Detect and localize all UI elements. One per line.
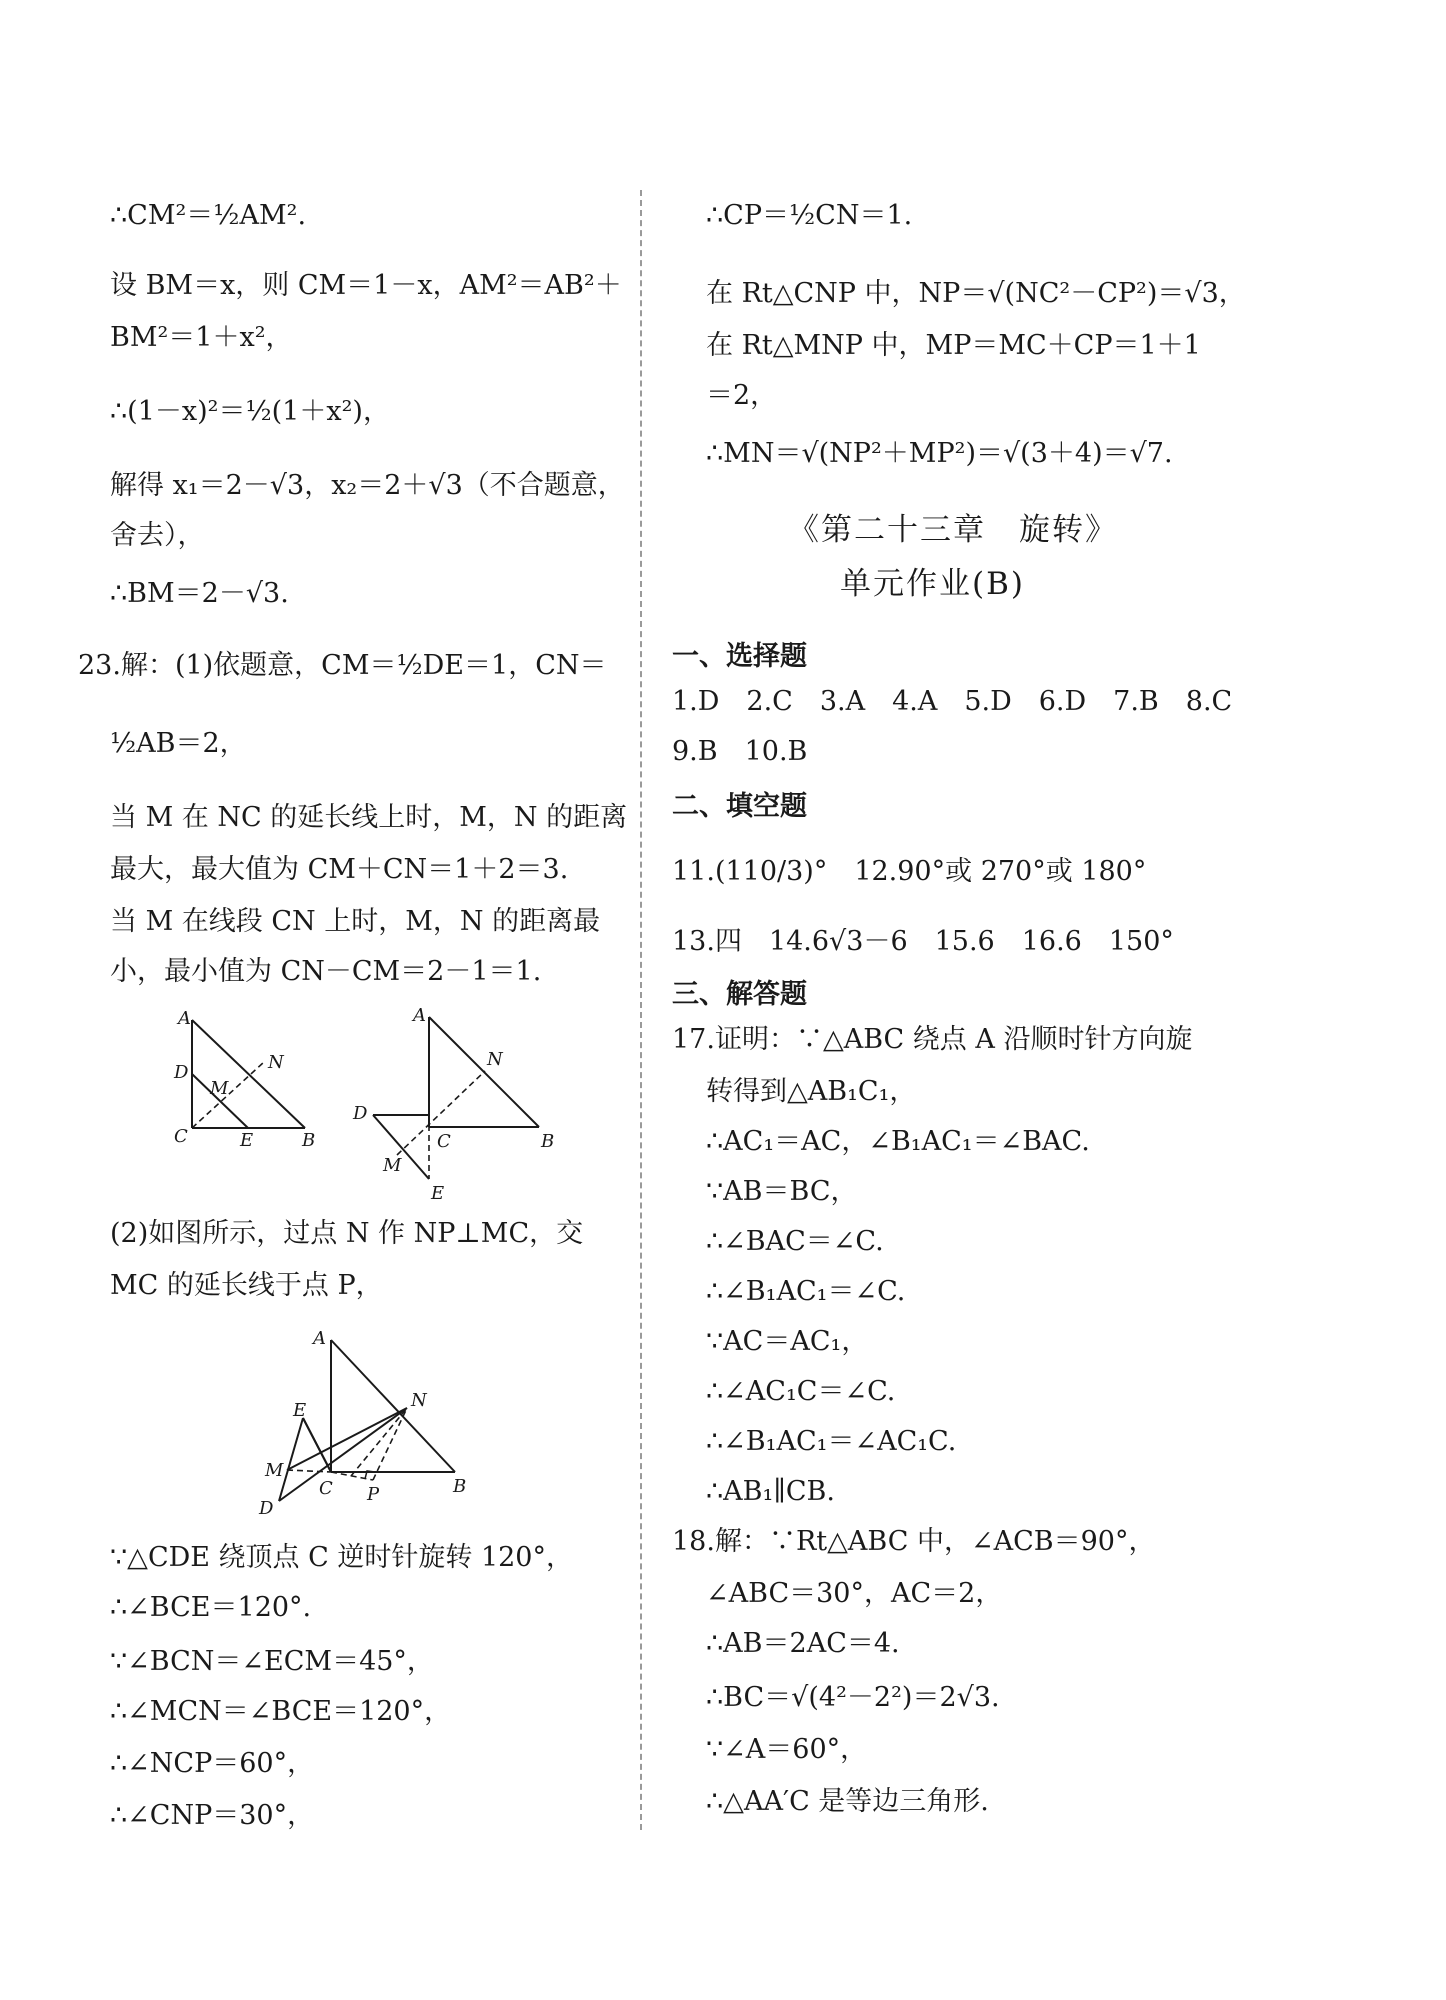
line: ∴∠BAC＝∠C.: [706, 1226, 884, 1257]
point-label: A: [313, 1328, 326, 1349]
line: ½AB＝2，: [110, 728, 247, 759]
line: 9.B 10.B: [672, 736, 808, 767]
line: ∴BM＝2－√3.: [110, 578, 289, 609]
line: ∴∠NCP＝60°，: [110, 1748, 315, 1779]
line: ∵△CDE 绕顶点 C 逆时针旋转 120°，: [110, 1542, 573, 1573]
geometry-figure-1: [160, 1000, 330, 1150]
line: 11.(110/3)° 12.90°或 270°或 180°: [672, 856, 1147, 887]
line: 23.解：(1)依题意，CM＝½DE＝1，CN＝: [78, 650, 607, 681]
point-label: M: [210, 1078, 229, 1099]
point-label: M: [265, 1460, 284, 1481]
line: 在 Rt△MNP 中，MP＝MC＋CP＝1＋1: [706, 330, 1201, 361]
line: ∴△AA′C 是等边三角形.: [706, 1786, 989, 1817]
point-label: C: [437, 1131, 451, 1152]
line: BM²＝1＋x²，: [110, 322, 293, 353]
line: MC 的延长线于点 P，: [110, 1270, 383, 1301]
point-label: E: [240, 1130, 254, 1150]
point-label: A: [178, 1008, 191, 1029]
line: ∴∠MCN＝∠BCE＝120°，: [110, 1696, 452, 1727]
point-label: M: [383, 1155, 402, 1176]
line: ∴∠B₁AC₁＝∠C.: [706, 1276, 906, 1307]
point-label: N: [487, 1049, 503, 1070]
point-label: N: [411, 1390, 427, 1411]
line: ＝2，: [706, 380, 778, 411]
point-label: P: [367, 1484, 380, 1505]
line: 设 BM＝x，则 CM＝1－x，AM²＝AB²＋: [110, 270, 622, 301]
section-heading-solve: 三、解答题: [672, 979, 807, 1010]
line: ∴∠AC₁C＝∠C.: [706, 1376, 896, 1407]
line: ∴AB＝2AC＝4.: [706, 1628, 900, 1659]
geometry-figure-3: [255, 1318, 485, 1523]
line: ∵∠BCN＝∠ECM＝45°，: [110, 1646, 434, 1677]
point-label: D: [353, 1103, 368, 1124]
line: 转得到△AB₁C₁，: [706, 1076, 917, 1107]
point-label: E: [293, 1400, 307, 1421]
unit-title: 单元作业(B): [840, 566, 1025, 602]
line: 舍去），: [110, 520, 205, 551]
point-label: D: [259, 1498, 274, 1519]
line: ∵AB＝BC，: [706, 1176, 858, 1207]
line: ∵AC＝AC₁，: [706, 1326, 869, 1357]
line: 18.解：∵Rt△ABC 中，∠ACB＝90°，: [672, 1526, 1156, 1557]
line: 当 M 在线段 CN 上时，M，N 的距离最: [110, 906, 601, 937]
line: ∴(1－x)²＝½(1＋x²)，: [110, 396, 390, 427]
section-heading-fill: 二、填空题: [672, 791, 807, 822]
point-label: C: [319, 1478, 333, 1499]
line: ∵∠A＝60°，: [706, 1734, 868, 1765]
line: ∴∠B₁AC₁＝∠AC₁C.: [706, 1426, 957, 1457]
line: 13.四 14.6√3－6 15.6 16.6 150°: [672, 926, 1174, 957]
line: ∠ABC＝30°，AC＝2，: [706, 1578, 1003, 1609]
point-label: B: [541, 1131, 555, 1152]
point-label: E: [431, 1183, 445, 1204]
section-heading-choice: 一、选择题: [672, 641, 807, 672]
point-label: B: [453, 1476, 467, 1497]
point-label: N: [268, 1052, 284, 1073]
line: ∴AB₁∥CB.: [706, 1476, 835, 1507]
line: 17.证明：∵△ABC 绕点 A 沿顺时针方向旋: [672, 1024, 1193, 1055]
line: (2)如图所示，过点 N 作 NP⊥MC，交: [110, 1218, 584, 1249]
line: 当 M 在 NC 的延长线上时，M，N 的距离: [110, 802, 628, 833]
chapter-title: 《第二十三章 旋转》: [788, 512, 1118, 548]
line: ∴CP＝½CN＝1.: [706, 200, 913, 231]
line: 最大，最大值为 CM＋CN＝1＋2＝3.: [110, 854, 569, 885]
line: 小，最小值为 CN－CM＝2－1＝1.: [110, 956, 542, 987]
geometry-figure-2: [345, 995, 565, 1205]
line: 1.D 2.C 3.A 4.A 5.D 6.D 7.B 8.C: [672, 686, 1233, 717]
line: ∴∠CNP＝30°，: [110, 1800, 315, 1831]
point-label: C: [174, 1126, 188, 1147]
line: ∴AC₁＝AC，∠B₁AC₁＝∠BAC.: [706, 1126, 1090, 1157]
line: ∴CM²＝½AM².: [110, 200, 307, 231]
line: 在 Rt△CNP 中，NP＝√(NC²－CP²)＝√3，: [706, 278, 1246, 309]
line: ∴MN＝√(NP²＋MP²)＝√(3＋4)＝√7.: [706, 438, 1173, 469]
line: ∴BC＝√(4²－2²)＝2√3.: [706, 1682, 1000, 1713]
point-label: D: [174, 1062, 189, 1083]
line: 解得 x₁＝2－√3，x₂＝2＋√3（不合题意，: [110, 470, 625, 501]
point-label: B: [302, 1130, 316, 1150]
column-divider: [640, 190, 642, 1830]
point-label: A: [413, 1005, 426, 1026]
line: ∴∠BCE＝120°.: [110, 1592, 312, 1623]
